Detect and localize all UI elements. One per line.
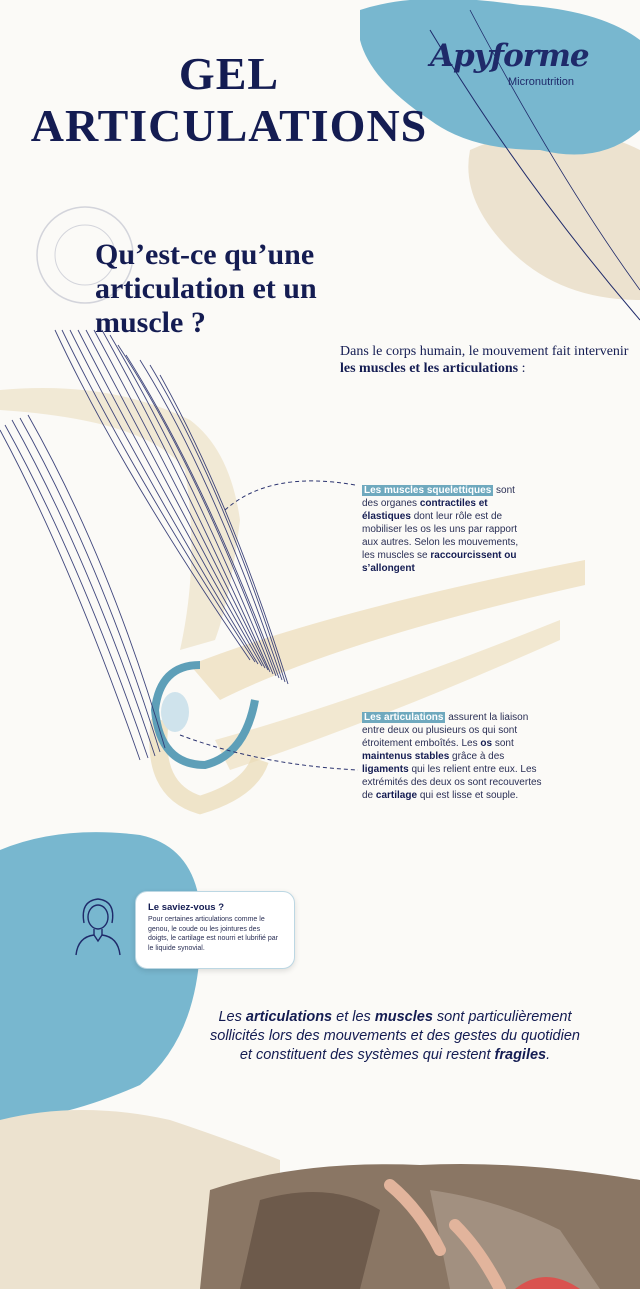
teal-blob-bottom <box>0 832 201 1120</box>
text: qui est lisse et souple. <box>417 790 519 801</box>
bubble-text: Pour certaines articulations comme le genou, le coude ou les jointures des doigts, le cartilage est nourri et lubrifié par le liquide synovial. <box>148 916 278 952</box>
text: grâce à des <box>449 751 505 762</box>
bold-text: raccourcissent ou s’allongent <box>362 550 517 574</box>
section-heading: Qu’est-ce qu’une articulation et un muscle ? <box>95 238 317 339</box>
text: sont particulièrement sollicités lors des mouvements et des gestes du quotidien et constituent des systèmes qui restent <box>210 1009 580 1063</box>
text: assurent la liaison entre deux ou plusieurs os qui sont étroitement emboîtés. Les <box>362 712 529 749</box>
intro-text-end: : <box>518 361 526 376</box>
title-line-2: ARTICULATIONS <box>30 100 428 151</box>
intro-text-part: Dans le corps humain, le mouvement fait intervenir <box>340 344 629 359</box>
beige-blob-top <box>468 130 640 300</box>
joints-paragraph <box>362 711 552 802</box>
brand-logo <box>420 38 610 98</box>
logo-name: Apyforme <box>430 38 589 74</box>
text: sont des organes <box>362 485 515 509</box>
woman-avatar-icon <box>70 893 126 957</box>
bold-text: maintenus stables <box>362 751 450 762</box>
joints-highlight: Les articulations <box>364 712 444 723</box>
bold-text: articulations <box>245 1009 333 1025</box>
bubble-title: Le saviez-vous ? <box>148 902 225 913</box>
closing-quote <box>205 1008 585 1065</box>
text: Les <box>218 1009 246 1025</box>
logo-tagline: Micronutrition <box>508 76 575 88</box>
muscles-highlight: Les muscles squelettiques <box>364 485 492 496</box>
text: qui les relient entre eux. Les extrémités des deux os sont recouvertes de <box>362 764 542 801</box>
upper-arm-bone <box>0 388 240 650</box>
page-title <box>14 48 444 152</box>
did-you-know-bubble <box>135 891 295 969</box>
bold-text: ligaments <box>362 764 409 775</box>
bold-text: os <box>480 738 493 749</box>
text: et les <box>332 1009 375 1025</box>
bold-text: fragiles <box>494 1047 547 1063</box>
text: . <box>546 1047 551 1063</box>
bold-text: muscles <box>374 1009 433 1025</box>
intro-text <box>340 343 630 377</box>
text: sont <box>492 738 514 749</box>
forearm-bone <box>190 560 585 700</box>
muscles-paragraph <box>362 484 532 575</box>
bold-text: contractiles et élastiques <box>362 498 488 522</box>
intro-bold: les muscles et les articulations <box>340 361 519 376</box>
bold-text: cartilage <box>375 790 418 801</box>
text: dont leur rôle est de mobiliser les os les uns par rapport aux autres. Selon les mouvements, les muscles se <box>362 511 519 561</box>
title-line-1: GEL <box>178 48 280 99</box>
